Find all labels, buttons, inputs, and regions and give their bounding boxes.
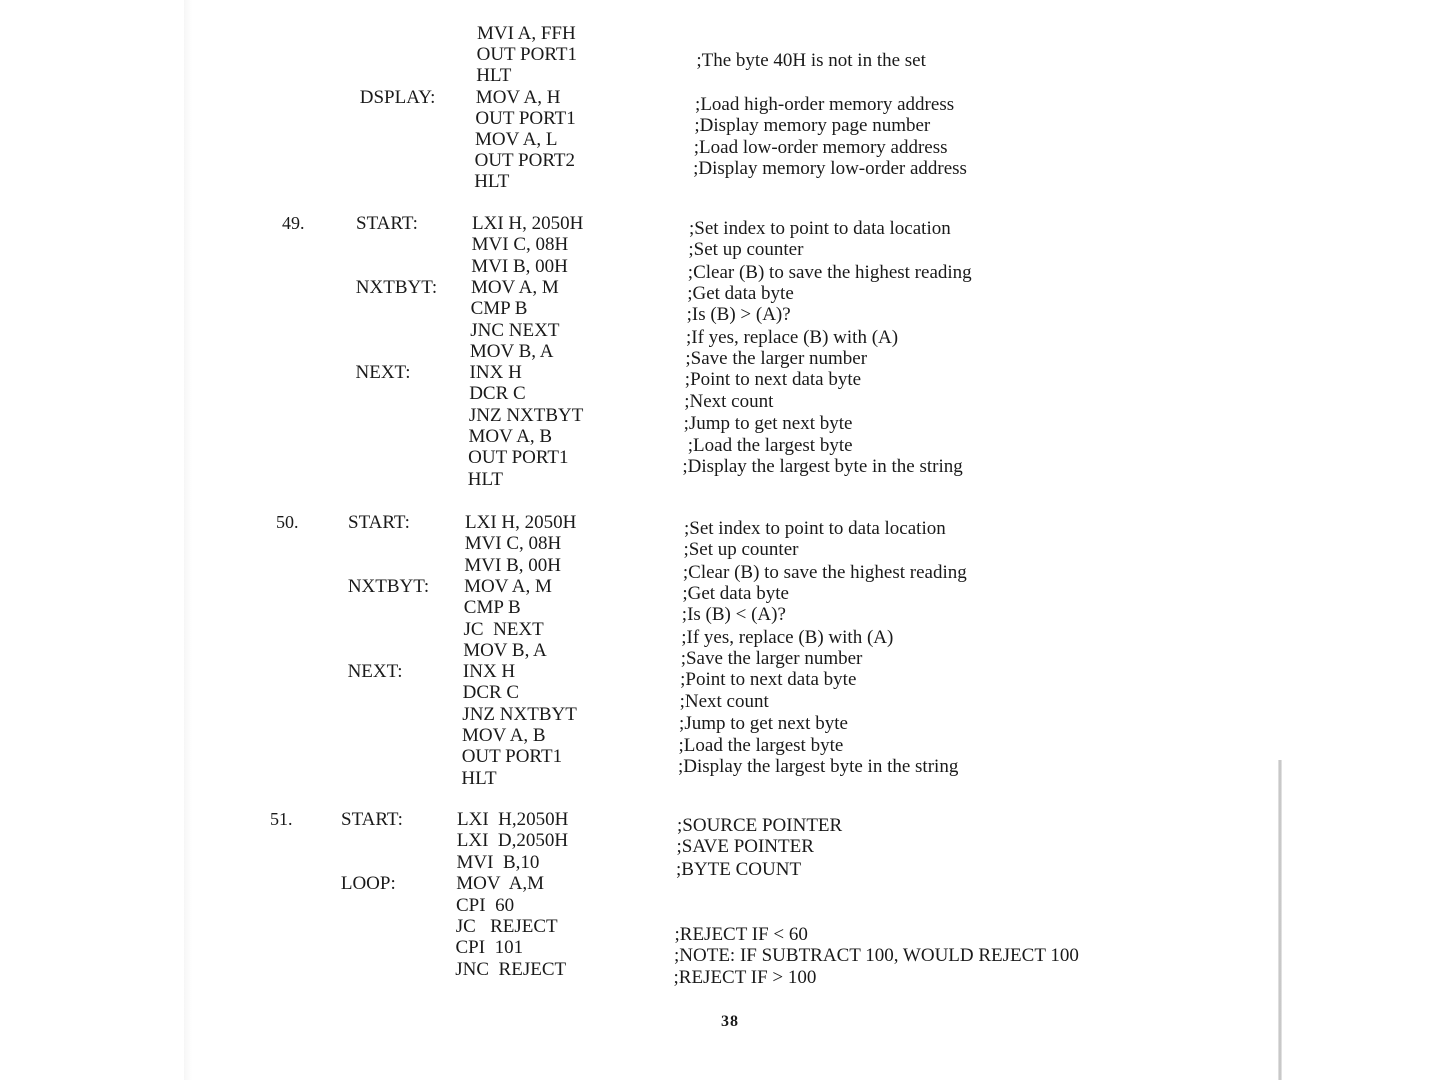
instruction: OUT PORT1 — [461, 746, 563, 767]
code-line — [0, 852, 1440, 880]
code-comment: ;Get data byte — [687, 283, 794, 305]
instruction: MVI C, 08H — [471, 234, 569, 255]
code-line — [0, 830, 1440, 858]
code-comment: ;Load the largest byte — [683, 434, 853, 456]
instruction: JNC NEXT — [470, 320, 560, 341]
code-line — [0, 555, 1440, 583]
code-line — [0, 341, 1440, 370]
code-line — [0, 619, 1440, 648]
code-label: NEXT: — [355, 362, 411, 383]
code-comment: ;Clear (B) to save the highest reading — [687, 261, 972, 283]
code-line — [0, 768, 1440, 789]
code-comment: ;Load the largest byte — [678, 734, 844, 756]
instruction: JNC REJECT — [455, 959, 567, 980]
instruction: MOV B, A — [469, 341, 554, 362]
instruction: INX H — [462, 661, 516, 682]
instruction: MOV A, M — [470, 277, 559, 298]
code-comment: ;Load low-order memory address — [693, 136, 948, 158]
instruction: OUT PORT1 — [476, 44, 577, 65]
code-comment: ;Set up counter — [683, 539, 799, 561]
instruction: MOV A, L — [475, 129, 558, 150]
instruction: HLT — [467, 469, 503, 490]
code-line — [0, 469, 1440, 490]
code-line — [0, 704, 1440, 735]
code-line — [0, 108, 1440, 137]
code-line — [0, 916, 1440, 945]
instruction: MVI A, FFH — [477, 23, 576, 44]
code-line — [0, 512, 1440, 539]
code-comment: ;REJECT IF > 100 — [673, 967, 817, 989]
instruction: HLT — [474, 171, 510, 192]
instruction: JNZ NXTBYT — [468, 405, 584, 426]
code-label: START: — [341, 809, 403, 830]
instruction: LXI D,2050H — [456, 830, 569, 851]
code-comment: ;Set index to point to data location — [684, 518, 946, 539]
code-line — [0, 725, 1440, 756]
instruction: CPI 101 — [455, 937, 524, 958]
code-line — [0, 87, 1440, 116]
code-label: LOOP: — [340, 873, 396, 894]
instruction: MOV B, A — [463, 640, 547, 661]
program-block — [0, 512, 1440, 799]
code-label: NEXT: — [347, 661, 403, 682]
program-block — [0, 23, 1440, 203]
code-line — [0, 65, 1440, 86]
code-line — [0, 213, 1440, 239]
instruction: MOV A, H — [475, 87, 561, 108]
instruction: JC REJECT — [455, 916, 558, 937]
code-line — [0, 298, 1440, 326]
code-comment: ;Next count — [679, 690, 769, 712]
code-comment: ;BYTE COUNT — [676, 858, 802, 880]
code-line — [0, 171, 1440, 192]
code-comment: ;Get data byte — [682, 583, 789, 605]
instruction: MVI B, 00H — [464, 555, 561, 576]
code-comment: ;Point to next data byte — [684, 369, 862, 391]
code-comment: ;NOTE: IF SUBTRACT 100, WOULD REJECT 100 — [674, 945, 1079, 967]
program-block — [0, 213, 1440, 500]
instruction: DCR C — [469, 383, 526, 404]
code-comment: ;SOURCE POINTER — [677, 815, 843, 836]
code-line — [0, 23, 1440, 44]
code-line — [0, 234, 1440, 261]
code-comment: ;Display the largest byte in the string — [682, 455, 963, 477]
code-comment: ;Display memory page number — [694, 115, 931, 137]
code-comment: ;If yes, replace (B) with (A) — [686, 326, 899, 348]
instruction: MOV A, M — [464, 576, 552, 597]
instruction: OUT PORT2 — [474, 150, 575, 171]
code-label: START: — [348, 512, 410, 533]
instruction: MVI B,10 — [456, 852, 540, 873]
instruction: MVI B, 00H — [471, 256, 568, 277]
code-line — [0, 447, 1440, 477]
code-line — [0, 809, 1440, 836]
code-line — [0, 383, 1440, 412]
instruction: INX H — [469, 362, 522, 383]
code-comment: ;Display memory low-order address — [693, 158, 967, 180]
code-comment: ;Load high-order memory address — [695, 94, 955, 116]
code-comment: ;Jump to get next byte — [683, 413, 853, 435]
code-line — [0, 682, 1440, 712]
code-line — [0, 533, 1440, 561]
code-line — [0, 640, 1440, 670]
instruction: HLT — [461, 768, 497, 789]
code-line — [0, 426, 1440, 456]
code-comment: ;The byte 40H is not in the set — [696, 50, 926, 72]
instruction: JC NEXT — [463, 619, 544, 640]
code-line — [0, 937, 1440, 967]
code-comment: ;Set index to point to data location — [689, 218, 951, 239]
instruction: MOV A, B — [468, 426, 553, 447]
code-comment: ;Save the larger number — [680, 648, 863, 670]
code-comment: ;Is (B) < (A)? — [681, 604, 786, 626]
instruction: OUT PORT1 — [468, 447, 569, 468]
code-comment: ;REJECT IF < 60 — [674, 923, 808, 945]
instruction: MOV A, B — [462, 725, 546, 746]
instruction: LXI H, 2050H — [465, 512, 577, 533]
instruction: CMP B — [463, 597, 521, 618]
code-line — [0, 44, 1440, 72]
code-label: NXTBYT: — [355, 277, 438, 298]
code-line — [0, 895, 1440, 916]
code-line — [0, 405, 1440, 435]
code-label: START: — [356, 213, 418, 234]
instruction: OUT PORT1 — [475, 108, 576, 129]
instruction: MVI C, 08H — [464, 533, 562, 554]
code-comment: ;Jump to get next byte — [679, 713, 848, 735]
code-line — [0, 277, 1440, 305]
code-line — [0, 661, 1440, 691]
instruction: HLT — [476, 65, 512, 86]
code-line — [0, 576, 1440, 605]
code-label: NXTBYT: — [347, 576, 430, 597]
instruction: MOV A,M — [456, 873, 545, 894]
code-line — [0, 873, 1440, 894]
code-label: DSPLAY: — [359, 87, 436, 108]
code-line — [0, 150, 1440, 180]
instruction: LXI H, 2050H — [472, 213, 584, 234]
instruction: JNZ NXTBYT — [462, 704, 577, 725]
code-line — [0, 959, 1440, 989]
instruction: CPI 60 — [456, 895, 515, 916]
page-number: 38 — [721, 1013, 739, 1030]
code-comment: ;If yes, replace (B) with (A) — [681, 626, 894, 648]
instruction: LXI H,2050H — [457, 809, 569, 830]
instruction: DCR C — [462, 682, 520, 703]
code-line — [0, 597, 1440, 626]
problem-number: 51. — [270, 809, 293, 829]
code-line — [0, 256, 1440, 283]
code-comment: ;Display the largest byte in the string — [677, 755, 959, 777]
code-line — [0, 129, 1440, 158]
code-comment: ;Next count — [684, 390, 774, 412]
code-line — [0, 362, 1440, 391]
problem-number: 50. — [276, 512, 299, 532]
code-line — [0, 746, 1440, 777]
code-comment: ;Point to next data byte — [680, 669, 857, 691]
code-comment: ;Clear (B) to save the highest reading — [682, 561, 967, 583]
code-comment: ;Set up counter — [688, 239, 804, 261]
program-block — [0, 809, 1440, 990]
code-comment: ;SAVE POINTER — [676, 836, 814, 858]
instruction: CMP B — [470, 298, 528, 319]
code-line — [0, 320, 1440, 348]
code-comment: ;Save the larger number — [685, 348, 868, 370]
code-comment: ;Is (B) > (A)? — [686, 304, 791, 326]
problem-number: 49. — [282, 213, 305, 233]
